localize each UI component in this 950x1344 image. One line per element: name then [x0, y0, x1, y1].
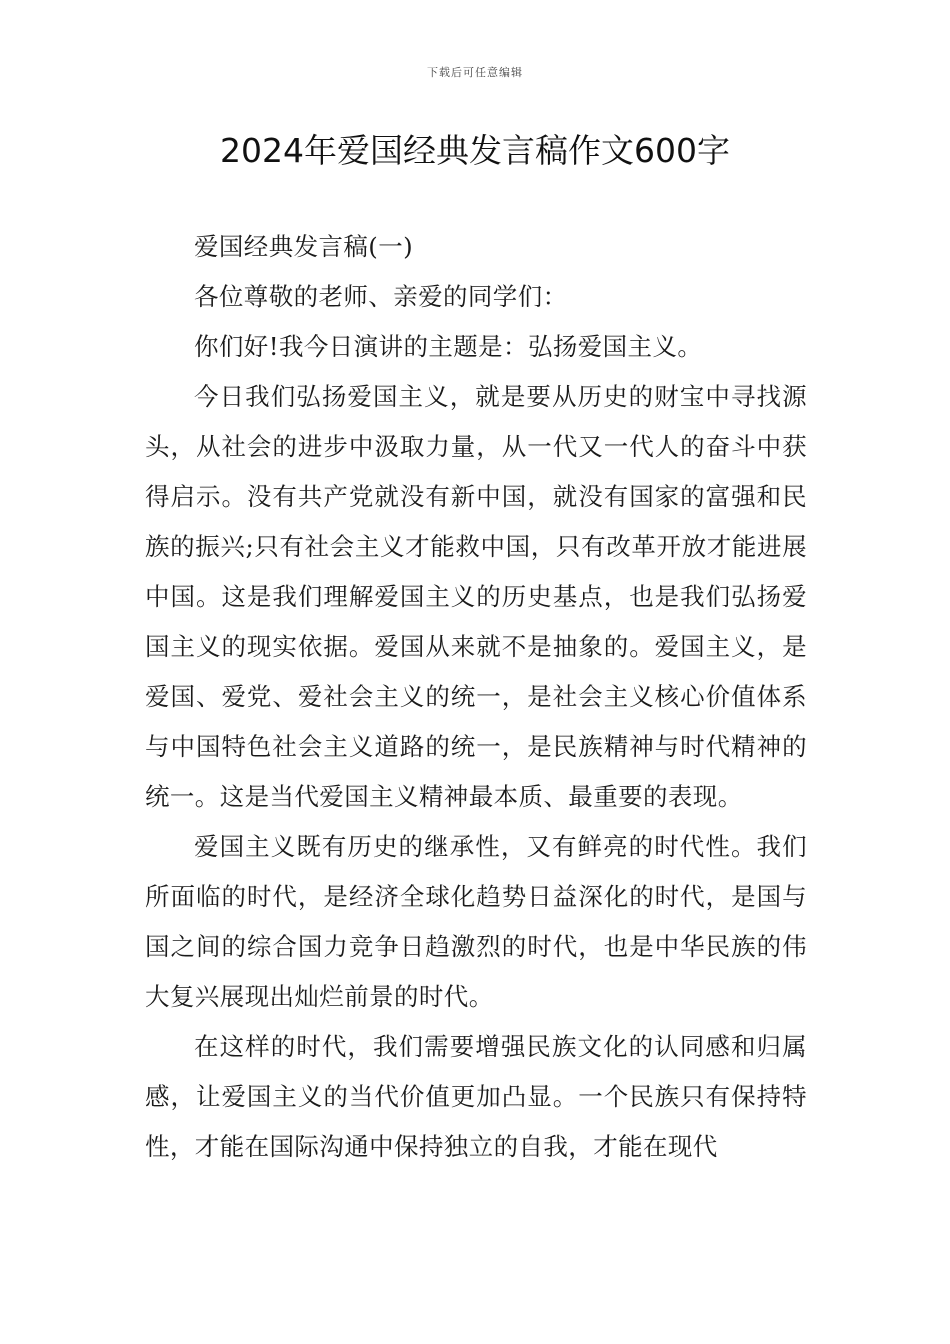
paragraph-subtitle: 爱国经典发言稿(一) [194, 232, 414, 261]
page-header-note: 下载后可任意编辑 [427, 66, 523, 79]
document-title: 2024年爱国经典发言稿作文600字 [220, 131, 730, 170]
paragraph-body: 爱国主义既有历史的继承性，又有鲜亮的时代性。我们所面临的时代，是经济全球化趋势日益深化的时代，是国与国之间的综合国力竞争日趋激烈的时代，也是中华民族的伟大复兴展现出灿烂前景的时代。 [145, 832, 807, 1011]
paragraph-salutation: 各位尊敬的老师、亲爱的同学们： [194, 282, 568, 311]
document-body [145, 222, 807, 1172]
paragraph-greeting: 你们好!我今日演讲的主题是：弘扬爱国主义。 [194, 332, 703, 361]
paragraph-body: 在这样的时代，我们需要增强民族文化的认同感和归属感，让爱国主义的当代价值更加凸显。一个民族只有保持特性，才能在国际沟通中保持独立的自我，才能在现代 [145, 1032, 807, 1161]
paragraph-body: 今日我们弘扬爱国主义，就是要从历史的财宝中寻找源头，从社会的进步中汲取力量，从一代又一代人的奋斗中获得启示。没有共产党就没有新中国，就没有国家的富强和民族的振兴;只有社会主义才能救中国，只有改革开放才能进展中国。这是我们理解爱国主义的历史基点，也是我们弘扬爱国主义的现实依据。爱国从来就不是抽象的。爱国主义，是爱国、爱党、爱社会主义的统一，是社会主义核心价值体系与中国特色社会主义道路的统一，是民族精神与时代精神的统一。这是当代爱国主义精神最本质、最重要的表现。 [145, 382, 807, 811]
